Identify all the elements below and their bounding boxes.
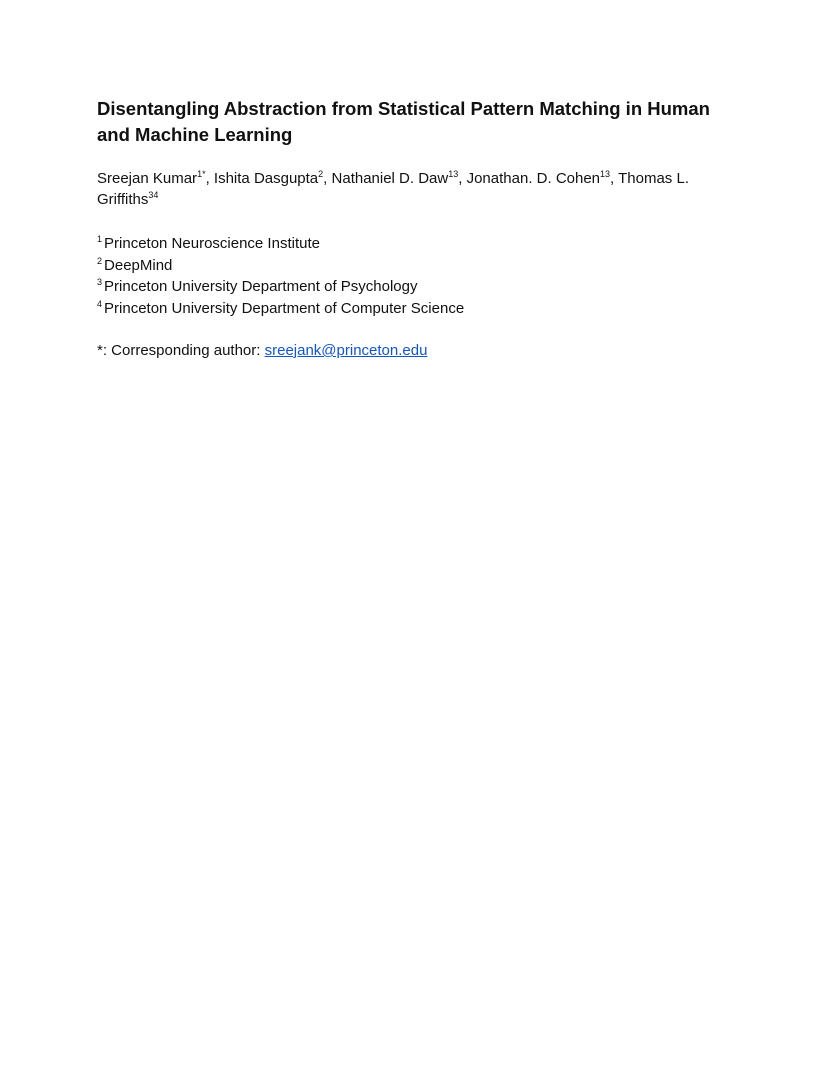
affiliation-text: Princeton University Department of Psychology <box>104 278 418 295</box>
author-affiliation-marks: 13 <box>600 169 611 179</box>
affiliation-item <box>97 298 737 320</box>
affiliation-text: Princeton Neuroscience Institute <box>104 235 320 252</box>
author-name: Nathaniel D. Daw <box>331 170 449 187</box>
affiliation-text: DeepMind <box>104 256 173 274</box>
author-name: Sreejan Kumar <box>97 170 198 187</box>
author-affiliation-marks: 13 <box>448 169 459 179</box>
title-line-2: and Machine Learning <box>97 124 293 145</box>
author-affiliation-marks: 2 <box>318 169 324 179</box>
affiliation-number: 3 <box>97 277 103 287</box>
corresponding-author-note <box>97 340 737 361</box>
affiliation-text: Princeton University Department of Computer Science <box>104 299 465 317</box>
author-separator: , <box>610 170 619 187</box>
affiliation-number: 2 <box>97 255 103 266</box>
author-name: Thomas L. Griffiths <box>97 170 689 208</box>
paper-title <box>97 96 757 148</box>
affiliation-list <box>97 233 737 319</box>
author-separator: , <box>205 170 214 187</box>
author-affiliation-marks: 1* <box>197 169 206 179</box>
author-name: Jonathan. D. Cohen <box>466 170 601 187</box>
affiliation-item <box>97 233 737 255</box>
author-separator: , <box>323 170 332 187</box>
corresponding-email-link[interactable]: sreejank@princeton.edu <box>264 342 428 359</box>
affiliation-item <box>97 255 737 277</box>
author-separator: , <box>458 170 467 187</box>
author-name: Ishita Dasgupta <box>213 170 319 187</box>
title-line-1: Disentangling Abstraction from Statistical Pattern Matching in Human <box>97 98 710 119</box>
author-list <box>97 168 737 210</box>
affiliation-number: 4 <box>97 298 103 309</box>
author-affiliation-marks: 34 <box>148 190 159 200</box>
corresponding-author-label: *: Corresponding author: <box>97 342 265 359</box>
affiliation-item <box>97 276 737 298</box>
affiliation-number: 1 <box>97 234 103 244</box>
